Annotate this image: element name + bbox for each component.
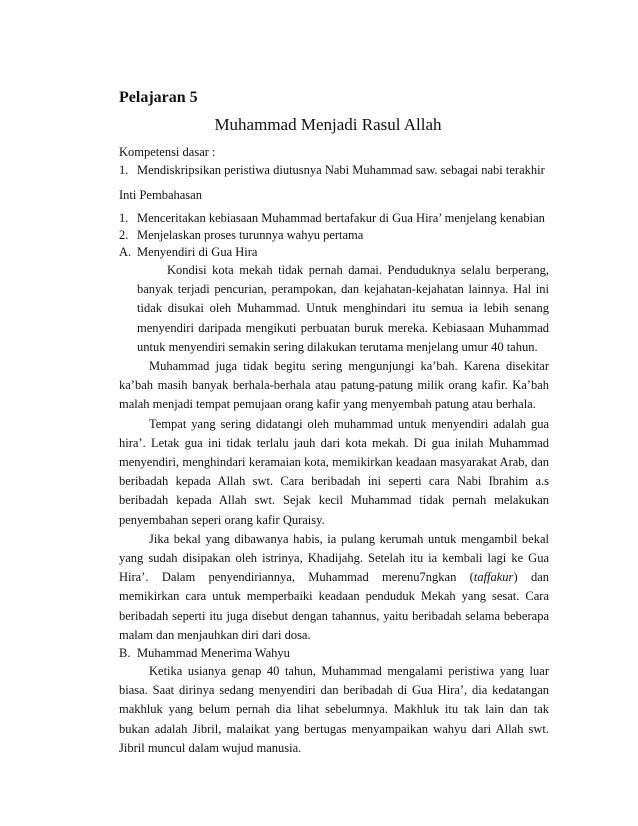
content-body bbox=[119, 210, 549, 758]
kompetensi-label: Kompetensi dasar : bbox=[119, 145, 216, 159]
inti-label: Inti Pembahasan bbox=[119, 188, 202, 202]
item-text: Menceritakan kebiasaan Muhammad bertafakur di Gua Hira’ menjelang kenabian bbox=[137, 211, 545, 225]
lesson-title: Pelajaran 5 bbox=[119, 89, 198, 106]
paragraph bbox=[119, 530, 549, 645]
italic-term: taffakur bbox=[473, 570, 514, 585]
paragraph: Ketika usianya genap 40 tahun, Muhammad mengalami peristiwa yang luar biasa. Saat dirinya sedang menyendiri dan beribadah di Gua Hira’, dia kedatangan makhluk yang belum pernah dia lihat sebelumnya. Makhluk itu tak lain dan tak bukan adalah Jibril, malaikat yang bertugas menyampaikan wahyu dari Allah swt. Jibril muncul dalam wujud manusia. bbox=[119, 664, 549, 755]
section-b-heading bbox=[119, 645, 549, 662]
paragraph-text: Jika bekal yang dibawanya habis, ia pulang kerumah untuk mengambil bekal yang sudah disipakan oleh istrinya, Khadijahg. Setelah itu ia kembali lagi ke Gua Hira’. Dalam penyendiriannya, Muhammad merenu7ngkan ( bbox=[119, 531, 549, 585]
item-number: 1. bbox=[119, 211, 129, 225]
kompetensi-item bbox=[119, 163, 549, 178]
inti-item bbox=[119, 210, 549, 227]
section-a-heading bbox=[119, 244, 549, 261]
section-title: Muhammad Menerima Wahyu bbox=[137, 646, 290, 661]
paragraph: Tempat yang sering didatangi oleh muhammad untuk menyendiri adalah gua hira’. Letak gua ini tidak terlalu jauh dari kota mekah. Di gua inilah Muhammad menyendiri, menghindari keramaian kota, memikirkan keadaan masyarakat Arab, dan beribadah kepada Allah swt. Cara beribadah ini seperti cara Nabi Ibrahim a.s beribadah kepada Allah swt. Sejak kecil Muhammad tidak pernah melakukan penyembahan seperi orang kafir Quraisy. bbox=[119, 416, 549, 527]
item-number: 2. bbox=[119, 228, 129, 242]
paragraph: Kondisi kota mekah tidak pernah damai. Penduduknya selalu berperang, banyak terjadi pencurian, perampokan, dan kejahatan-kejahatan lainnya. Hal ini tidak disukai oleh Muhammad. Untuk menghindari itu semua ia lebih senang menyendiri daripada mengikuti perbuatan buruk mereka. Kebiasaan Muhammad untuk menyendiri semakin sering dilakukan terutama menjelang umur 40 tahun. bbox=[137, 263, 549, 354]
item-text: Menjelaskan proses turunnya wahyu pertama bbox=[137, 228, 364, 242]
item-text: Mendiskripsikan peristiwa diutusnya Nabi Muhammad saw. sebagai nabi terakhir bbox=[137, 163, 545, 177]
item-number: 1. bbox=[119, 163, 129, 177]
paragraph: Muhammad juga tidak begitu sering mengunjungi ka’bah. Karena disekitar ka’bah masih banyak berhala-berhala atau patung-patung milik orang kafir. Ka’bah malah menjadi tempat pemujaan orang kafir yang menyembah patung atau berhala. bbox=[119, 359, 549, 412]
section-number: B. bbox=[119, 646, 131, 661]
main-title: Muhammad Menjadi Rasul Allah bbox=[214, 115, 442, 134]
inti-item bbox=[119, 227, 549, 244]
section-title: Menyendiri di Gua Hira bbox=[137, 245, 258, 259]
paragraph-text: ) dan memikirkan cara untuk memperbaiki keadaan penduduk Mekah yang sesat. Cara beribadah seperti itu juga disebut dengan tahannus, yaitu beribadah selama beberapa malam dan menjauhkan diri dari dosa. bbox=[119, 570, 549, 642]
section-number: A. bbox=[119, 245, 132, 259]
